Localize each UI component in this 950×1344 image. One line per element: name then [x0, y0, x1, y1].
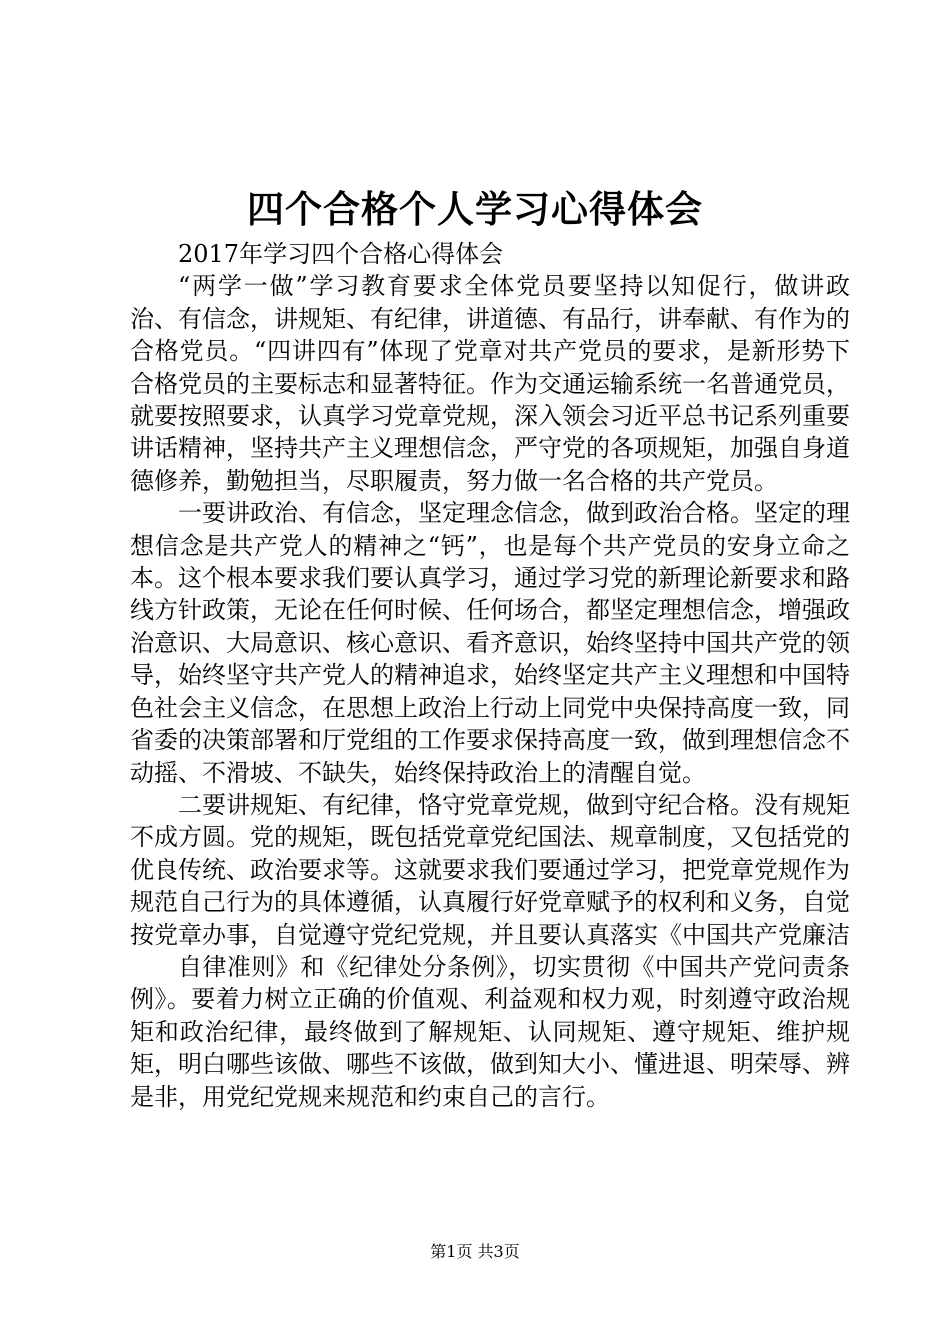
paragraph-point-one: 一要讲政治、有信念，坚定理念信念，做到政治合格。坚定的理想信念是共产党人的精神之“钙”，也是每个共产党员的安身立命之本。这个根本要求我们要认真学习，通过学习党的新理论新要求和路线方针政策，无论在任何时候、任何场合，都坚定理想信念，增强政治意识、大局意识、核心意识、看齐意识，始终坚持中国共产党的领导，始终坚守共产党人的精神追求，始终坚定共产主义理想和中国特色社会主义信念，在思想上政治上行动上同党中央保持高度一致，同省委的决策部署和厅党组的工作要求保持高度一致，做到理想信念不动摇、不滑坡、不缺失，始终保持政治上的清醒自觉。 [130, 499, 850, 787]
document-body [130, 238, 850, 1113]
paragraph-subtitle: 2017年学习四个合格心得体会 [178, 240, 504, 268]
paragraph-point-two: 二要讲规矩、有纪律，恪守党章党规，做到守纪合格。没有规矩不成方圆。党的规矩，既包括党章党纪国法、规章制度，又包括党的优良传统、政治要求等。这就要求我们要通过学习，把党章党规作为规范自己行为的具体遵循，认真履行好党章赋予的权利和义务，自觉按党章办事，自觉遵守党纪党规，并且要认真落实《中国共产党廉洁 [130, 790, 850, 949]
paragraph-point-two-continued: 自律准则》和《纪律处分条例》，切实贯彻《中国共产党问责条例》。要着力树立正确的价值观、利益观和权力观，时刻遵守政治规矩和政治纪律，最终做到了解规矩、认同规矩、遵守规矩、维护规矩，明白哪些该做、哪些不该做，做到知大小、懂进退、明荣辱、辨是非，用党纪党规来规范和约束自己的言行。 [130, 952, 850, 1111]
page-number-footer: 第1页 共3页 [430, 1242, 520, 1261]
document-title: 四个合格个人学习心得体会 [247, 187, 703, 231]
paragraph-intro: “两学一做”学习教育要求全体党员要坚持以知促行，做讲政治、有信念，讲规矩、有纪律，讲道德、有品行，讲奉献、有作为的合格党员。“四讲四有”体现了党章对共产党员的要求，是新形势下合格党员的主要标志和显著特征。作为交通运输系统一名普通党员，就要按照要求，认真学习党章党规，深入领会习近平总书记系列重要讲话精神，坚持共产主义理想信念，严守党的各项规矩，加强自身道德修养，勤勉担当，尽职履责，努力做一名合格的共产党员。 [130, 272, 850, 495]
